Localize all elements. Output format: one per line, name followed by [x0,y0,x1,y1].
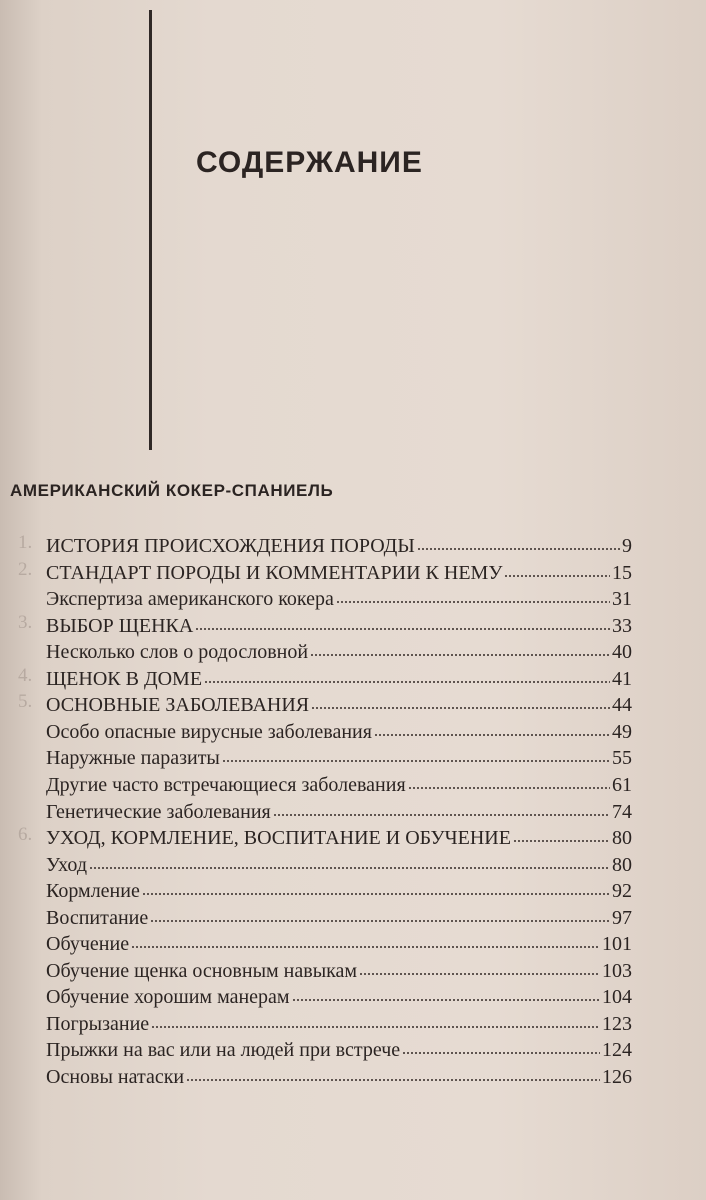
toc-entry-label: Несколько слов о родословной [46,641,309,663]
toc-entry-label: Обучение щенка основным навыкам [46,960,358,982]
toc-entry-page: 41 [612,668,632,690]
toc-entry [18,557,632,584]
toc-entry-label: Воспитание [46,907,149,929]
toc-dot-leader [311,691,610,713]
toc-entry-label: Обучение [46,933,130,955]
toc-entry [18,822,632,849]
toc-entry-page: 101 [602,933,632,955]
toc-entry-label: Кормление [46,880,140,902]
toc-entry-page: 124 [602,1039,632,1061]
toc-dot-leader [359,957,600,979]
toc-dot-leader [417,532,620,554]
toc-dot-leader [142,877,610,899]
toc-dot-leader [273,798,610,820]
toc-dot-leader [292,983,600,1005]
toc-entry [46,769,632,795]
toc-dot-leader [195,612,610,634]
toc-entry [46,1061,632,1087]
toc-entry [46,875,632,901]
toc-dot-leader [131,930,600,952]
toc-entry-label: Погрызание [46,1013,150,1035]
toc-entry [46,796,632,822]
page-title: СОДЕРЖАНИЕ [196,146,423,179]
toc-entry [46,583,632,609]
toc-dot-leader [222,744,610,766]
toc-dot-leader [336,585,610,607]
toc-entry [46,849,632,875]
toc-entry [46,902,632,928]
toc-entry-number: 5. [18,691,33,712]
toc-entry [46,716,632,742]
toc-entry-page: 92 [612,880,632,902]
toc-entry-page: 49 [612,721,632,743]
toc-entry [46,1008,632,1034]
toc-entry-page: 126 [602,1066,632,1088]
toc-entry-page: 103 [602,960,632,982]
toc-entry-label: Прыжки на вас или на людей при встрече [46,1039,401,1061]
toc-entry [46,928,632,954]
toc-entry-number: 1. [18,532,33,553]
section-title: АМЕРИКАНСКИЙ КОКЕР-СПАНИЕЛЬ [10,481,334,500]
toc-entry [46,955,632,981]
toc-dot-leader [513,824,610,846]
toc-entry [18,689,632,716]
toc-entry [18,663,632,690]
toc-entry-label: Уход [46,854,87,876]
vertical-rule [149,10,152,450]
toc-entry [18,610,632,637]
toc-entry-number: 6. [18,824,33,845]
toc-entry-label: УХОД, КОРМЛЕНИЕ, ВОСПИТАНИЕ И ОБУЧЕНИЕ [46,827,511,849]
toc-entry-page: 80 [612,827,632,849]
toc-entry-page: 97 [612,907,632,929]
toc-entry-page: 80 [612,854,632,876]
toc-dot-leader [310,638,610,660]
toc-entry-number: 4. [18,665,33,686]
toc-entry-page: 74 [612,801,632,823]
toc-entry-number: 2. [18,559,33,580]
toc-entry-label: Наружные паразиты [46,747,220,769]
toc-entry-label: ЩЕНОК В ДОМЕ [46,668,203,690]
toc-dot-leader [504,559,610,581]
toc-entry-page: 61 [612,774,632,796]
toc-entry [46,981,632,1007]
toc-entry-label: Другие часто встречающиеся заболевания [46,774,406,796]
toc-entry-number: 3. [18,612,33,633]
toc-dot-leader [186,1063,600,1085]
toc-entry-label: ИСТОРИЯ ПРОИСХОЖДЕНИЯ ПОРОДЫ [46,535,415,557]
toc-entry-page: 9 [622,535,632,557]
toc-entry-page: 44 [612,694,632,716]
toc-dot-leader [204,665,610,687]
toc-dot-leader [150,904,610,926]
toc-entry-label: Экспертиза американского кокера [46,588,334,610]
toc-entry-label: СТАНДАРТ ПОРОДЫ И КОММЕНТАРИИ К НЕМУ [46,562,503,584]
toc-dot-leader [402,1036,600,1058]
toc-entry [46,636,632,662]
toc-entry-page: 123 [602,1013,632,1035]
toc-entry [18,530,632,557]
toc-entry-label: ОСНОВНЫЕ ЗАБОЛЕВАНИЯ [46,694,310,716]
toc-entry-page: 31 [612,588,632,610]
toc-entry-page: 15 [612,562,632,584]
toc-entry-page: 104 [602,986,632,1008]
toc-entry [46,1034,632,1060]
toc-entry-label: Генетические заболевания [46,801,271,823]
toc-dot-leader [151,1010,600,1032]
toc-entry [46,742,632,768]
toc-entry-page: 33 [612,615,632,637]
toc-entry-label: Особо опасные вирусные заболевания [46,721,372,743]
toc-entry-label: ВЫБОР ЩЕНКА [46,615,194,637]
toc-entry-page: 55 [612,747,632,769]
toc-dot-leader [408,771,610,793]
toc-dot-leader [89,851,610,873]
toc-entry-page: 40 [612,641,632,663]
toc-entry-label: Обучение хорошим манерам [46,986,290,1008]
toc-dot-leader [374,718,610,740]
toc-entry-label: Основы натаски [46,1066,185,1088]
